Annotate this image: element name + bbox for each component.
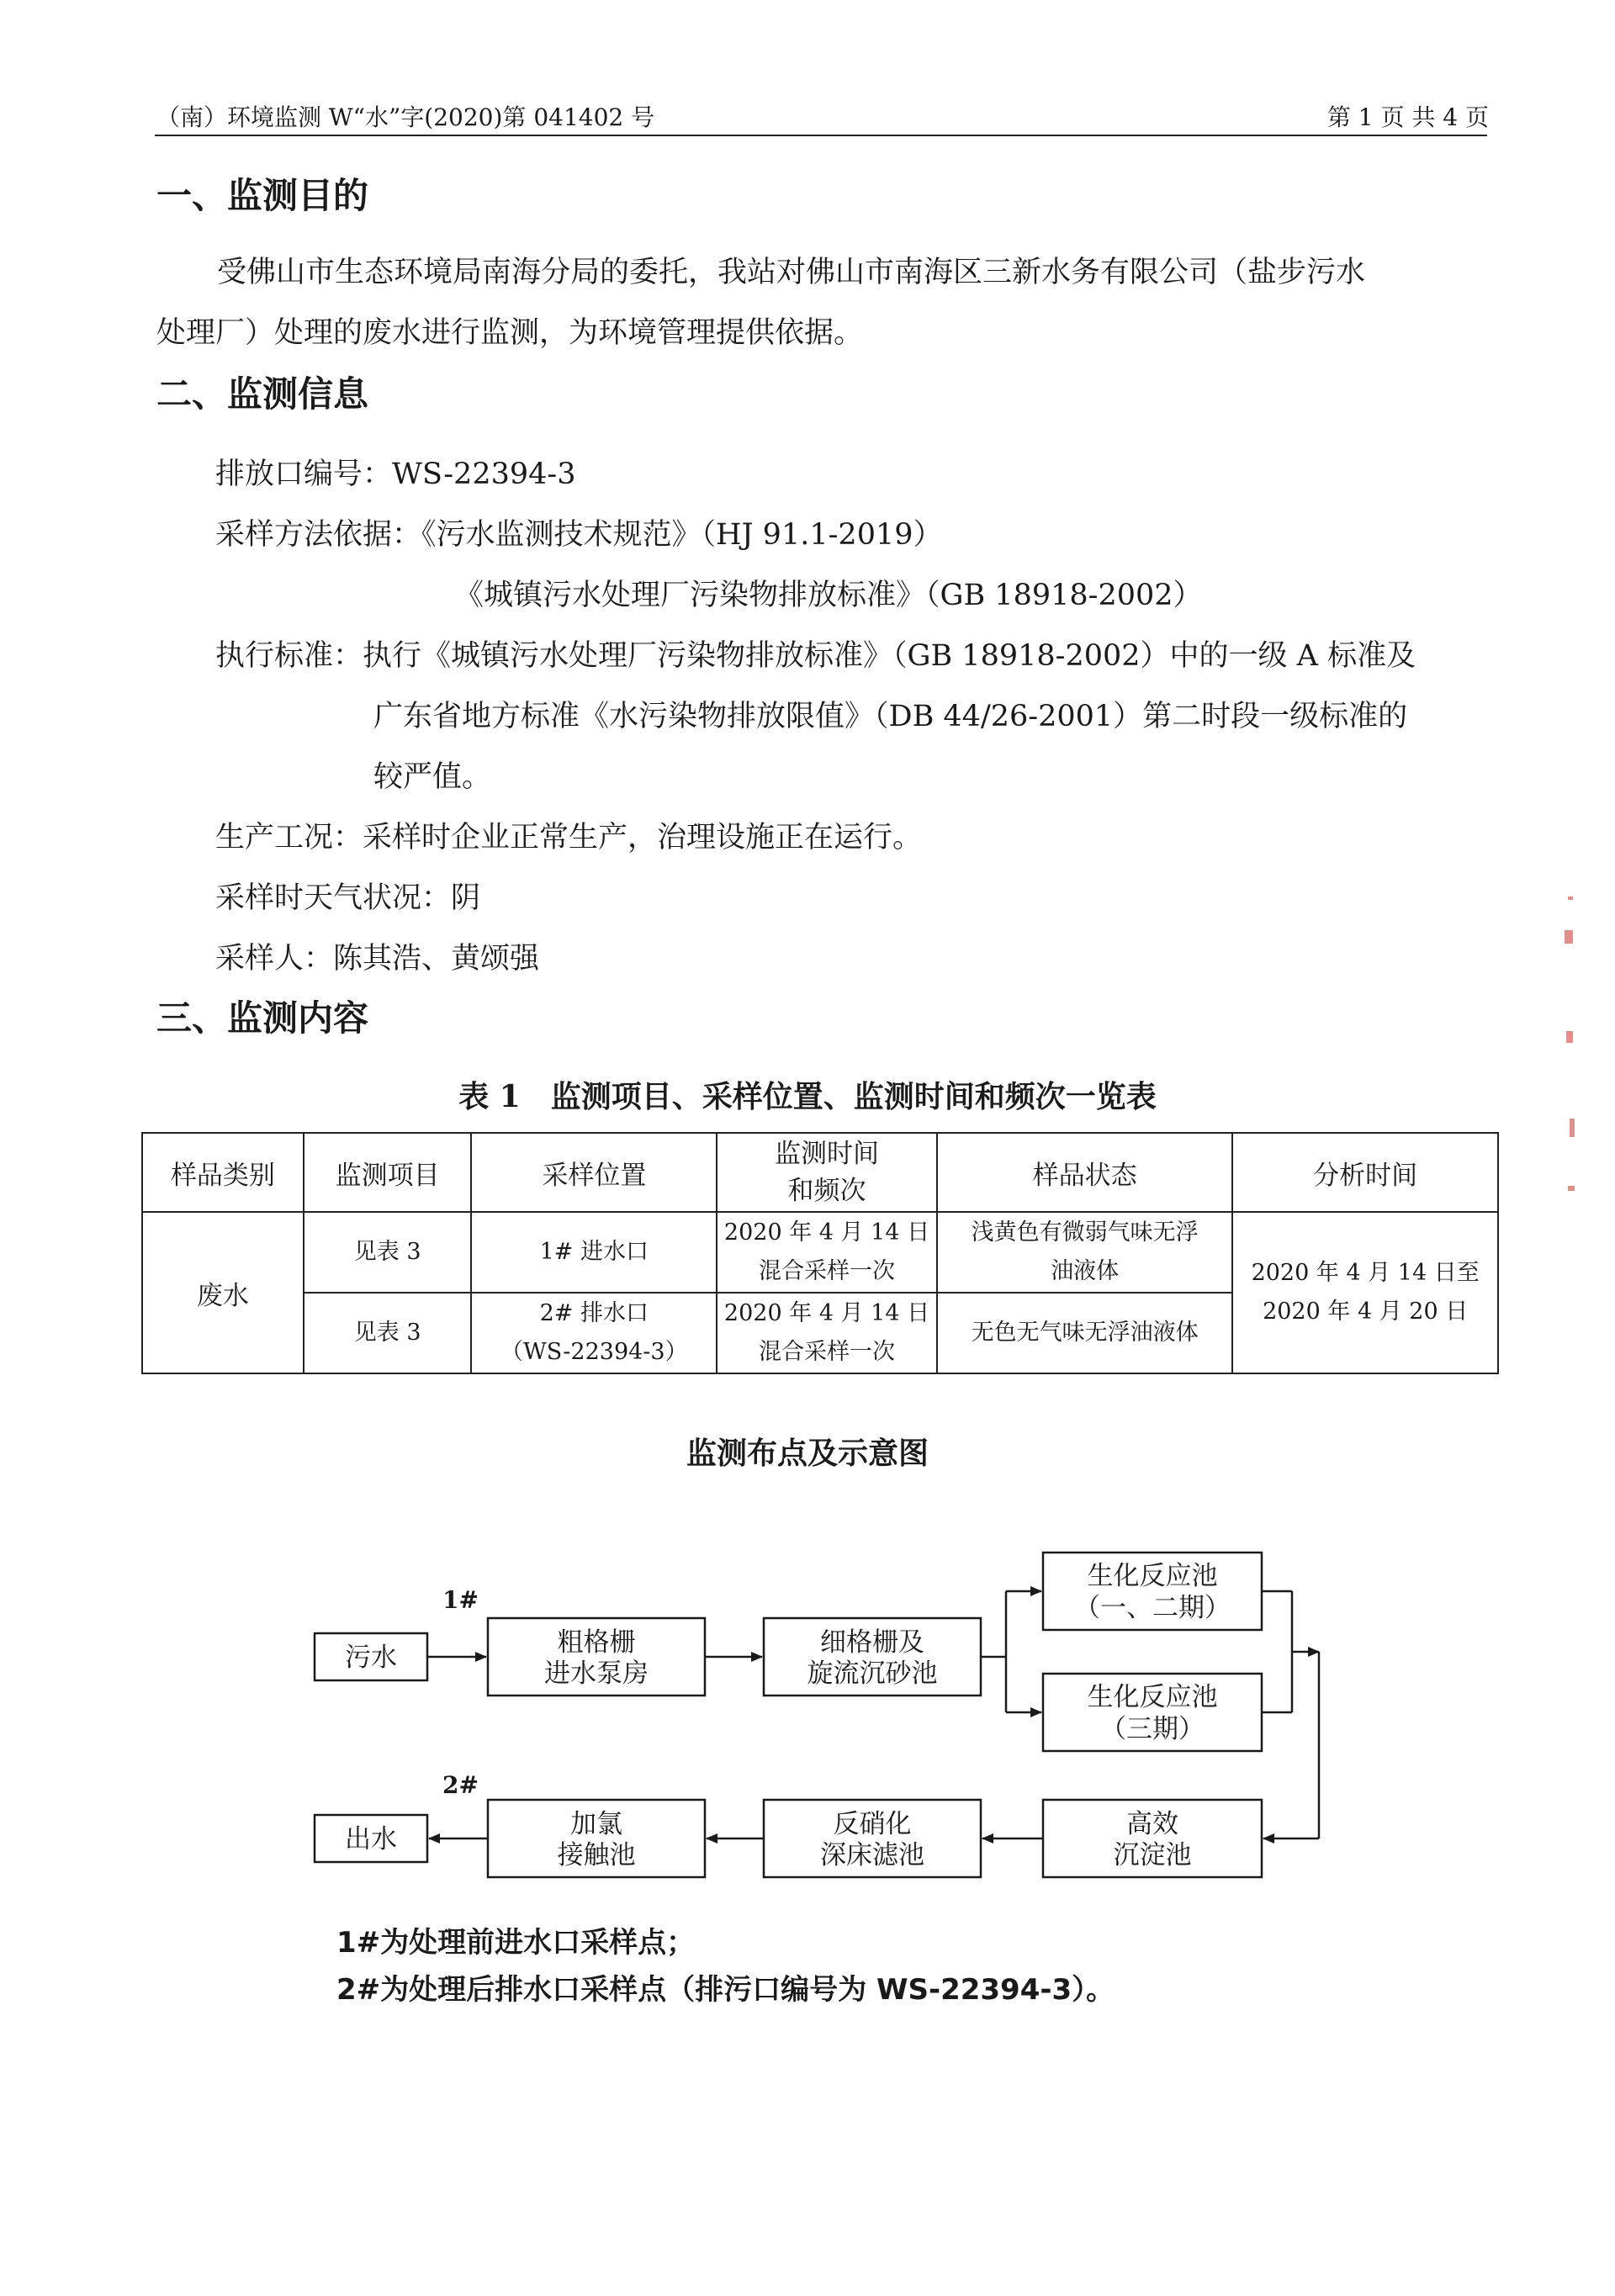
section-2-title: 二、监测信息 <box>156 373 369 415</box>
coarse-screen-label-2: 进水泵房 <box>544 1659 649 1689</box>
coarse-screen-label-1: 粗格栅 <box>557 1627 636 1658</box>
table-header-row <box>142 1133 1498 1212</box>
seal-mark <box>1565 930 1573 944</box>
sedimentation-label-1: 高效 <box>1126 1809 1178 1839</box>
cell-state: 浅黄色有微弱气味无浮 油液体 <box>937 1212 1232 1293</box>
header-sample-category: 样品类别 <box>142 1133 304 1212</box>
sewage-label: 污水 <box>345 1643 397 1673</box>
sampling-method-1: 采样方法依据：《污水监测技术规范》（HJ 91.1-2019） <box>215 518 943 552</box>
note-sampling-point-2: 2#为处理后排水口采样点（排污口编号为 WS-22394-3）。 <box>336 1973 1115 2007</box>
fine-screen-label-1: 细格栅及 <box>820 1627 924 1658</box>
header-divider <box>155 135 1487 136</box>
sampling-point-2-label: 2# <box>442 1771 479 1799</box>
header-sample-state: 样品状态 <box>937 1133 1232 1212</box>
seal-mark <box>1568 897 1573 900</box>
document-number: （南）环境监测 W“水”字(2020)第 041402 号 <box>156 103 655 131</box>
sedimentation-label-2: 沉淀池 <box>1113 1840 1192 1870</box>
cell-item: 见表 3 <box>304 1212 472 1293</box>
sampling-point-1-label: 1# <box>442 1586 479 1614</box>
sampling-method-2: 《城镇污水处理厂污染物排放标准》（GB 18918-2002） <box>454 579 1203 612</box>
bio-reactor-a-label-2: （一、二期） <box>1074 1593 1231 1623</box>
cell-state: 无色无气味无浮油液体 <box>937 1293 1232 1373</box>
section-1-body <box>156 242 1489 363</box>
cell-location: 1# 进水口 <box>471 1212 717 1293</box>
weather-condition: 采样时天气状况：阴 <box>215 881 481 915</box>
cell-category: 废水 <box>142 1212 304 1373</box>
section-1-title: 一、监测目的 <box>156 175 369 216</box>
cell-location: 2# 排水口 （WS-22394-3） <box>471 1293 717 1373</box>
cell-time: 2020 年 4 月 14 日 混合采样一次 <box>717 1293 937 1373</box>
table-1-title: 表 1 监测项目、采样位置、监测时间和频次一览表 <box>458 1079 1157 1114</box>
process-flow-diagram <box>0 1531 1615 1934</box>
standard-line-3: 较严值。 <box>373 760 492 794</box>
bio-reactor-a-label-1: 生化反应池 <box>1087 1561 1218 1591</box>
table-row <box>142 1212 1498 1293</box>
effluent-label: 出水 <box>345 1824 397 1854</box>
chlorination-label-2: 接触池 <box>557 1840 636 1870</box>
chlorination-label-1: 加氯 <box>570 1809 622 1839</box>
header-analysis-time: 分析时间 <box>1232 1133 1498 1212</box>
denitrification-filter-label-2: 深床滤池 <box>820 1840 924 1870</box>
header-monitoring-item: 监测项目 <box>304 1133 472 1212</box>
note-sampling-point-1: 1#为处理前进水口采样点； <box>336 1926 696 1960</box>
cell-time: 2020 年 4 月 14 日 混合采样一次 <box>717 1212 937 1293</box>
bio-reactor-b-label-2: （三期） <box>1100 1714 1205 1744</box>
monitoring-table <box>141 1132 1499 1374</box>
seal-mark <box>1570 1119 1575 1137</box>
bio-reactor-b-label-1: 生化反应池 <box>1087 1682 1218 1712</box>
seal-mark <box>1566 1031 1573 1043</box>
header-time-frequency: 监测时间 和频次 <box>717 1133 937 1212</box>
seal-mark <box>1568 1186 1575 1191</box>
standard-line-2: 广东省地方标准《水污染物排放限值》（DB 44/26-2001）第二时段一级标准的 <box>373 700 1408 733</box>
denitrification-filter-label-1: 反硝化 <box>833 1809 912 1839</box>
sampler-names: 采样人：陈其浩、黄颂强 <box>215 942 540 976</box>
header-sampling-location: 采样位置 <box>471 1133 717 1212</box>
section-1-line-1: 受佛山市生态环境局南海分局的委托，我站对佛山市南海区三新水务有限公司（盐步污水 <box>217 256 1366 289</box>
standard-line-1: 执行标准：执行《城镇污水处理厂污染物排放标准》（GB 18918-2002）中的一级 A 标准及 <box>215 639 1416 673</box>
section-1-line-2: 处理厂）处理的废水进行监测，为环境管理提供依据。 <box>156 316 864 350</box>
production-condition: 生产工况：采样时企业正常生产，治理设施正在运行。 <box>215 821 923 854</box>
cell-item: 见表 3 <box>304 1293 472 1373</box>
section-3-title: 三、监测内容 <box>156 997 369 1039</box>
diagram-title: 监测布点及示意图 <box>686 1436 929 1471</box>
cell-analysis-time: 2020 年 4 月 14 日至 2020 年 4 月 20 日 <box>1232 1212 1498 1373</box>
page-indicator: 第 1 页 共 4 页 <box>1326 103 1489 131</box>
fine-screen-label-2: 旋流沉砂池 <box>807 1659 938 1689</box>
outlet-number: 排放口编号：WS-22394-3 <box>215 458 576 491</box>
